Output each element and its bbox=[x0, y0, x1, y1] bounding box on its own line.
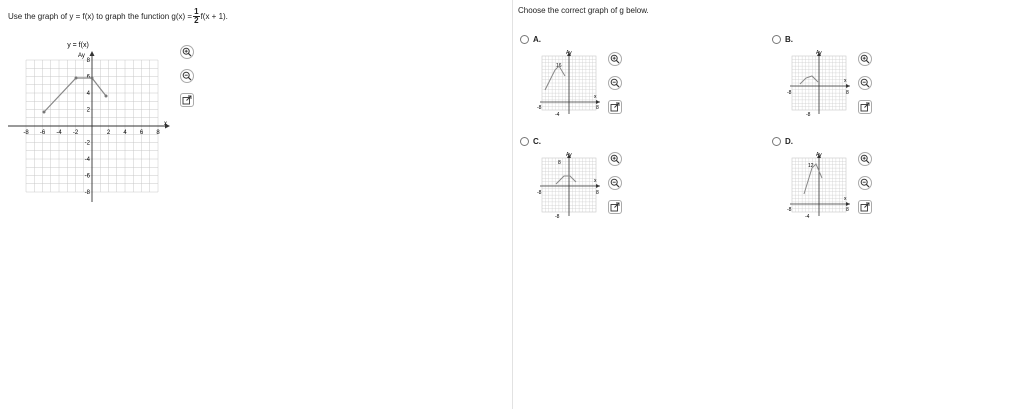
option-b-zoom-in-button[interactable] bbox=[858, 52, 872, 66]
y-axis-label: Ay bbox=[78, 53, 85, 59]
option-d-zoom-out-button[interactable] bbox=[858, 176, 872, 190]
y-tick-label: -8 bbox=[84, 190, 90, 196]
fraction bbox=[193, 8, 199, 25]
f-point bbox=[43, 111, 46, 114]
option-a-xright: 8 bbox=[596, 105, 599, 111]
option-c-ybottom: -8 bbox=[555, 214, 560, 220]
option-d-text: D. bbox=[785, 137, 793, 146]
y-tick-label: 8 bbox=[86, 58, 90, 64]
x-tick-label: -4 bbox=[56, 130, 62, 136]
option-a-graph bbox=[536, 48, 608, 125]
zoom-out-icon bbox=[860, 178, 870, 188]
zoom-in-icon bbox=[610, 54, 620, 64]
option-c-svg bbox=[536, 150, 608, 222]
option-c-text: C. bbox=[533, 137, 541, 146]
popout-icon bbox=[182, 95, 192, 105]
option-a-y-label: Ay bbox=[566, 50, 572, 56]
panel-divider bbox=[512, 0, 513, 409]
y-tick-label: -6 bbox=[84, 173, 90, 180]
main-graph-svg bbox=[6, 36, 176, 206]
zoom-in-icon bbox=[860, 154, 870, 164]
x-tick-label: 8 bbox=[156, 130, 160, 136]
x-tick-label: 6 bbox=[139, 130, 144, 136]
option-c-zoom-out-button[interactable] bbox=[608, 176, 622, 190]
option-b-label[interactable] bbox=[772, 35, 793, 44]
option-a-svg bbox=[536, 48, 608, 120]
x-tick-label: -6 bbox=[39, 130, 46, 136]
prompt-text: Choose the correct graph of g below. bbox=[518, 6, 649, 15]
radio-b[interactable] bbox=[772, 35, 781, 44]
option-a-x-label: x bbox=[594, 94, 597, 100]
radio-d[interactable] bbox=[772, 137, 781, 146]
option-d-svg bbox=[786, 150, 858, 222]
option-d-x-label: x bbox=[844, 196, 847, 202]
zoom-out-icon bbox=[610, 78, 620, 88]
question-tail: f(x + 1). bbox=[200, 12, 228, 21]
question-main: Use the graph of y = f(x) to graph the function g(x) = bbox=[8, 12, 193, 21]
option-d-zoom-in-button[interactable] bbox=[858, 152, 872, 166]
option-d-popout-button[interactable] bbox=[858, 200, 872, 214]
f-point bbox=[91, 77, 94, 80]
option-a-ybottom: -4 bbox=[555, 112, 560, 118]
option-a-text: A. bbox=[533, 35, 541, 44]
option-b-svg bbox=[786, 48, 858, 120]
main-graph-title: y = f(x) bbox=[67, 42, 89, 49]
main-graph bbox=[6, 36, 176, 211]
option-a-zoom-in-button[interactable] bbox=[608, 52, 622, 66]
popout-button[interactable] bbox=[180, 93, 194, 107]
option-c-label[interactable] bbox=[520, 137, 541, 146]
zoom-out-icon bbox=[610, 178, 620, 188]
option-c-ytop: 8 bbox=[558, 160, 561, 166]
fraction-numerator: 1 bbox=[194, 7, 199, 16]
popout-icon bbox=[610, 102, 620, 112]
y-tick-label: -4 bbox=[84, 157, 90, 163]
option-c-graph bbox=[536, 150, 608, 227]
y-tick-label: -2 bbox=[84, 140, 90, 147]
zoom-out-icon bbox=[182, 71, 192, 81]
radio-c[interactable] bbox=[520, 137, 529, 146]
x-tick-label: 4 bbox=[123, 130, 127, 136]
option-d-xleft: -8 bbox=[787, 207, 792, 213]
option-a-zoom-out-button[interactable] bbox=[608, 76, 622, 90]
x-tick-label: -8 bbox=[23, 130, 29, 136]
fraction-denominator: 2 bbox=[194, 16, 199, 25]
option-d-y-label: Ay bbox=[816, 152, 822, 158]
option-b-x-label: x bbox=[844, 78, 847, 84]
option-a-ytop: 16 bbox=[556, 63, 562, 69]
option-a-xleft: -8 bbox=[537, 105, 542, 111]
option-c-xright: 8 bbox=[596, 190, 599, 196]
option-b-ybottom: -8 bbox=[806, 112, 811, 118]
f-curve bbox=[44, 78, 106, 112]
option-b-text: B. bbox=[785, 35, 793, 44]
zoom-out-icon bbox=[860, 78, 870, 88]
option-c-xleft: -8 bbox=[537, 190, 542, 196]
option-c-y-label: Ay bbox=[566, 152, 572, 158]
y-tick-label: 2 bbox=[86, 107, 90, 114]
popout-icon bbox=[610, 202, 620, 212]
zoom-in-icon bbox=[860, 54, 870, 64]
f-point bbox=[105, 95, 108, 98]
question-text bbox=[8, 8, 228, 25]
x-tick-label: -2 bbox=[72, 130, 79, 136]
x-axis-label: x bbox=[164, 121, 167, 127]
y-tick-label: 6 bbox=[86, 74, 90, 81]
y-tick-label: 4 bbox=[86, 91, 90, 97]
option-c-x-label: x bbox=[594, 178, 597, 184]
popout-icon bbox=[860, 202, 870, 212]
option-b-y-label: Ay bbox=[816, 50, 822, 56]
f-point bbox=[75, 77, 78, 80]
option-a-popout-button[interactable] bbox=[608, 100, 622, 114]
option-b-xleft: -8 bbox=[787, 90, 792, 96]
option-c-zoom-in-button[interactable] bbox=[608, 152, 622, 166]
zoom-out-button[interactable] bbox=[180, 69, 194, 83]
option-b-graph bbox=[786, 48, 858, 125]
y-axis-arrow bbox=[90, 51, 95, 56]
popout-icon bbox=[860, 102, 870, 112]
option-b-xright: 8 bbox=[846, 90, 849, 96]
x-tick-label: 2 bbox=[106, 130, 111, 136]
radio-a[interactable] bbox=[520, 35, 529, 44]
option-d-ybottom: -4 bbox=[805, 214, 810, 220]
option-b-popout-button[interactable] bbox=[858, 100, 872, 114]
option-d-graph bbox=[786, 150, 858, 227]
option-c-popout-button[interactable] bbox=[608, 200, 622, 214]
option-b-zoom-out-button[interactable] bbox=[858, 76, 872, 90]
zoom-in-button[interactable] bbox=[180, 45, 194, 59]
zoom-in-icon bbox=[182, 47, 192, 57]
option-a-label[interactable] bbox=[520, 35, 541, 44]
option-d-label[interactable] bbox=[772, 137, 793, 146]
option-d-xright: 8 bbox=[846, 207, 849, 213]
option-d-ytop: 12 bbox=[808, 163, 814, 169]
zoom-in-icon bbox=[610, 154, 620, 164]
